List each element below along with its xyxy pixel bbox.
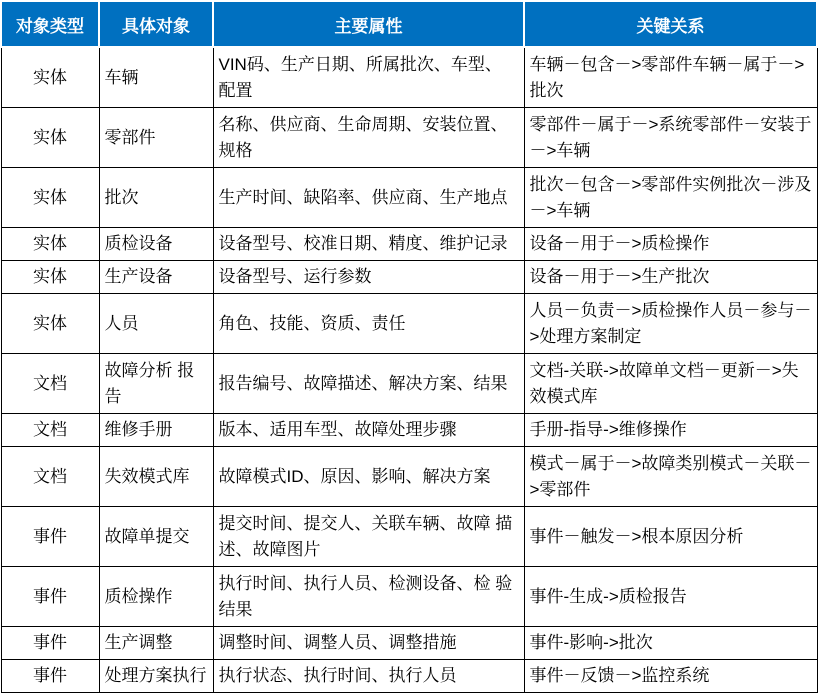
cell-specific-object: 处理方案执行	[99, 660, 213, 693]
cell-object-type: 事件	[1, 660, 99, 693]
cell-specific-object: 故障单提交	[99, 507, 213, 567]
cell-attributes: 调整时间、调整人员、调整措施	[213, 627, 524, 660]
cell-attributes: 报告编号、故障描述、解决方案、结果	[213, 354, 524, 414]
cell-relations: 人员－负责－>质检操作人员－参与－>处理方案制定	[524, 294, 817, 354]
cell-specific-object: 零部件	[99, 108, 213, 168]
column-header-specific-object: 具体对象	[99, 1, 213, 47]
cell-attributes: 角色、技能、资质、责任	[213, 294, 524, 354]
cell-specific-object: 生产设备	[99, 261, 213, 294]
cell-specific-object: 生产调整	[99, 627, 213, 660]
cell-relations: 事件-影响->批次	[524, 627, 817, 660]
table-row	[1, 567, 817, 627]
cell-attributes: 版本、适用车型、故障处理步骤	[213, 414, 524, 447]
cell-relations: 车辆－包含－>零部件车辆－属于－>批次	[524, 47, 817, 108]
cell-object-type: 实体	[1, 108, 99, 168]
table-row	[1, 414, 817, 447]
cell-object-type: 文档	[1, 447, 99, 507]
table-row	[1, 108, 817, 168]
cell-relations: 零部件－属于－>系统零部件－安装于－>车辆	[524, 108, 817, 168]
cell-object-type: 实体	[1, 47, 99, 108]
cell-attributes: VIN码、生产日期、所属批次、车型、配置	[213, 47, 524, 108]
table-row	[1, 627, 817, 660]
header-row	[1, 1, 817, 47]
cell-specific-object: 人员	[99, 294, 213, 354]
cell-object-type: 实体	[1, 294, 99, 354]
cell-specific-object: 维修手册	[99, 414, 213, 447]
cell-specific-object: 车辆	[99, 47, 213, 108]
table-row	[1, 507, 817, 567]
cell-specific-object: 失效模式库	[99, 447, 213, 507]
cell-specific-object: 故障分析 报告	[99, 354, 213, 414]
cell-attributes: 生产时间、缺陷率、供应商、生产地点	[213, 168, 524, 228]
cell-attributes: 故障模式ID、原因、影响、解决方案	[213, 447, 524, 507]
table-row	[1, 447, 817, 507]
table-row	[1, 168, 817, 228]
cell-object-type: 事件	[1, 507, 99, 567]
table-row	[1, 228, 817, 261]
cell-specific-object: 质检设备	[99, 228, 213, 261]
column-header-main-attributes: 主要属性	[213, 1, 524, 47]
cell-object-type: 事件	[1, 627, 99, 660]
table-row	[1, 354, 817, 414]
cell-relations: 文档-关联->故障单文档－更新－>失效模式库	[524, 354, 817, 414]
cell-relations: 模式－属于－>故障类别模式－关联－>零部件	[524, 447, 817, 507]
cell-relations: 设备－用于－>生产批次	[524, 261, 817, 294]
cell-attributes: 名称、供应商、生命周期、安装位置、规格	[213, 108, 524, 168]
table-row	[1, 47, 817, 108]
cell-relations: 手册-指导->维修操作	[524, 414, 817, 447]
cell-object-type: 事件	[1, 567, 99, 627]
cell-relations: 事件-生成->质检报告	[524, 567, 817, 627]
cell-specific-object: 质检操作	[99, 567, 213, 627]
column-header-key-relations: 关键关系	[524, 1, 817, 47]
cell-attributes: 提交时间、提交人、关联车辆、故障 描述、故障图片	[213, 507, 524, 567]
table-row	[1, 261, 817, 294]
cell-specific-object: 批次	[99, 168, 213, 228]
table-row	[1, 294, 817, 354]
cell-attributes: 设备型号、校准日期、精度、维护记录	[213, 228, 524, 261]
column-header-object-type: 对象类型	[1, 1, 99, 47]
cell-attributes: 设备型号、运行参数	[213, 261, 524, 294]
cell-relations: 批次－包含－>零部件实例批次－涉及－>车辆	[524, 168, 817, 228]
cell-attributes: 执行状态、执行时间、执行人员	[213, 660, 524, 693]
cell-object-type: 文档	[1, 354, 99, 414]
cell-attributes: 执行时间、执行人员、检测设备、检 验结果	[213, 567, 524, 627]
cell-object-type: 实体	[1, 261, 99, 294]
cell-relations: 设备－用于－>质检操作	[524, 228, 817, 261]
table-row	[1, 660, 817, 693]
cell-object-type: 实体	[1, 228, 99, 261]
cell-relations: 事件－触发－>根本原因分析	[524, 507, 817, 567]
cell-object-type: 实体	[1, 168, 99, 228]
cell-relations: 事件－反馈－>监控系统	[524, 660, 817, 693]
cell-object-type: 文档	[1, 414, 99, 447]
